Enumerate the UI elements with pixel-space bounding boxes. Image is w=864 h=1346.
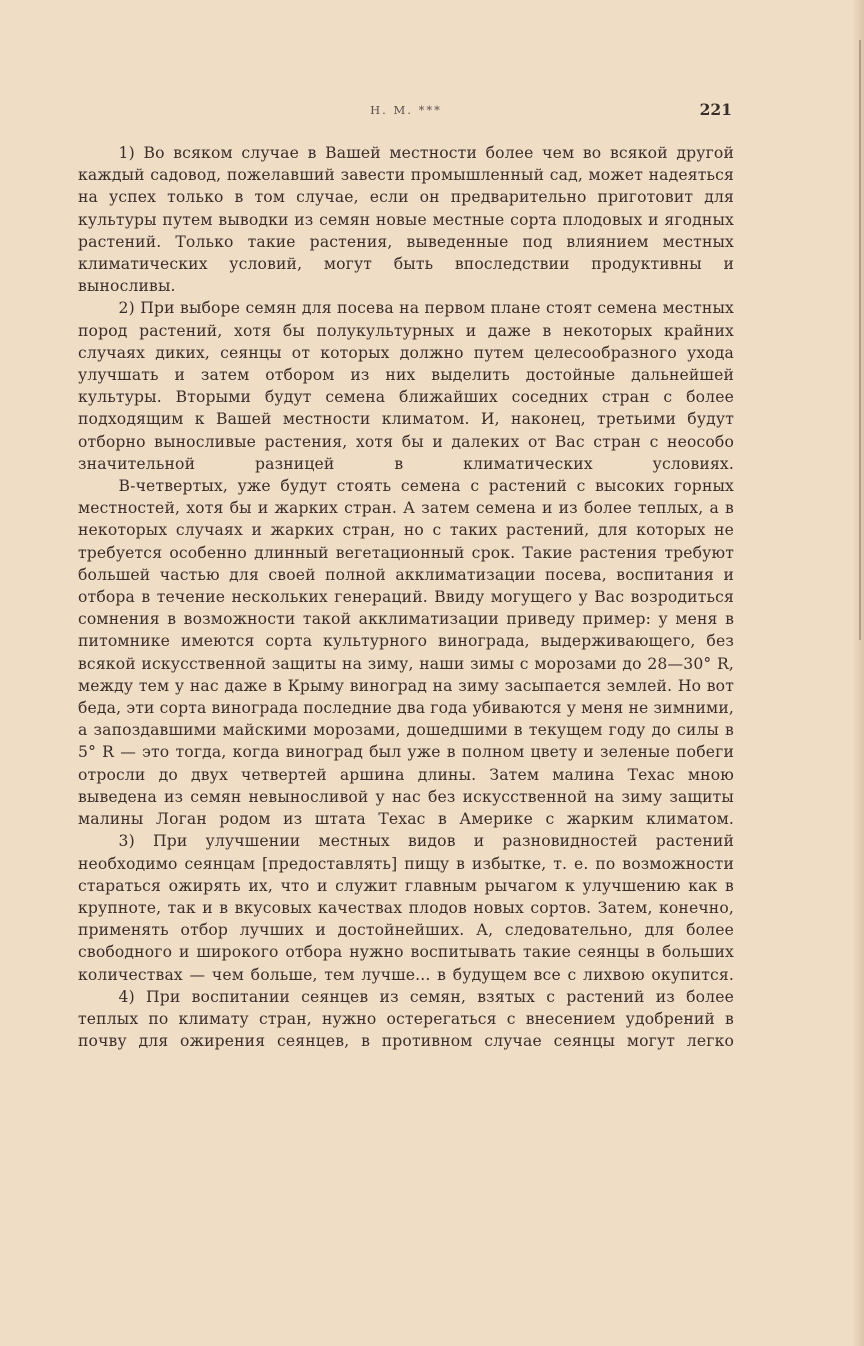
paragraph-5: 4) При воспитании сеянцев из семян, взятых с растений из более теплых по климату стран, нужно остерегаться с внесением удобрений в почву для ожирения сеянцев, в противном случае сеянцы могут легко (78, 987, 734, 1051)
paragraph-2: 2) При выборе семян для посева на первом плане стоят семена местных пород растений, хотя бы полукультурных и даже в некоторых крайних случаях диких, сеянцы от которых должно путем целесообразного ухода улучшать и затем отбором из них выделить достойные дальнейшей культуры. Вторыми будут семена ближайших соседних стран с более подходящим к Вашей местности климатом. И, наконец, третьими будут отборно выносливые растения, хотя бы и далеких от Вас стран с неособо значительной разницей в климатических условиях. (78, 299, 734, 473)
text-body (78, 142, 734, 1052)
paragraph-1: 1) Во всяком случае в Вашей местности более чем во всякой другой каждый садовод, пожелавший завести промышленный сад, может надеяться на успех только в том случае, если он предварительно приготовит для культуры путем выводки из семян новые местные сорта плодовых и ягодных растений. Только такие растения, выведенные под влиянием местных климатических условий, могут быть впоследствии продуктивны и выносливы. (78, 144, 734, 296)
page-number: 221 (699, 100, 732, 119)
paragraph-4: 3) При улучшении местных видов и разновидностей растений необходимо сеянцам [предоставлять] пищу в избытке, т. е. по возможности стараться ожирять их, что и служит главным рычагом к улучшению как в крупноте, так и в вкусовых качествах плодов новых сортов. Затем, конечно, применять отбор лучших и достойнейших. А, следовательно, для более свободного и широкого отбора нужно воспитывать такие сеянцы в больших количествах — чем больше, тем лучше... в будущем все с лихвою окупится. (78, 832, 734, 984)
paragraph-3: В-четвертых, уже будут стоять семена с растений с высоких горных местностей, хотя бы и жарких стран. А затем семена и из более теплых, а в некоторых случаях и жарких стран, но с таких растений, для которых не требуется особенно длинный вегетационный срок. Такие растения требуют большей частью для своей полной акклиматизации посева, воспитания и отбора в течение нескольких генераций. Ввиду могущего у Вас возродиться сомнения в возможности такой акклиматизации приведу пример: у меня в питомнике имеются сорта культурного винограда, выдерживающего, без всякой искусственной защиты на зиму, наши зимы с морозами до 28—30° R, между тем у нас даже в Крыму виноград на зиму засыпается землей. Но вот беда, эти сорта винограда последние два года убиваются у меня не зимними, а запоздавшими майскими морозами, дошедшими в текущем году до силы в 5° R — это тогда, когда виноград был уже в полном цвету и зеленые побеги отросли до двух четвертей аршина длины. Затем малина Техас мною выведена из семян невыносливой у нас без искусственной на зиму защиты малины Логан родом из штата Техас в Америке с жарким климатом. (78, 477, 734, 829)
page-edge-shadow (852, 0, 864, 1346)
running-head-author: Н. М. *** (370, 103, 442, 117)
running-head (78, 100, 734, 124)
